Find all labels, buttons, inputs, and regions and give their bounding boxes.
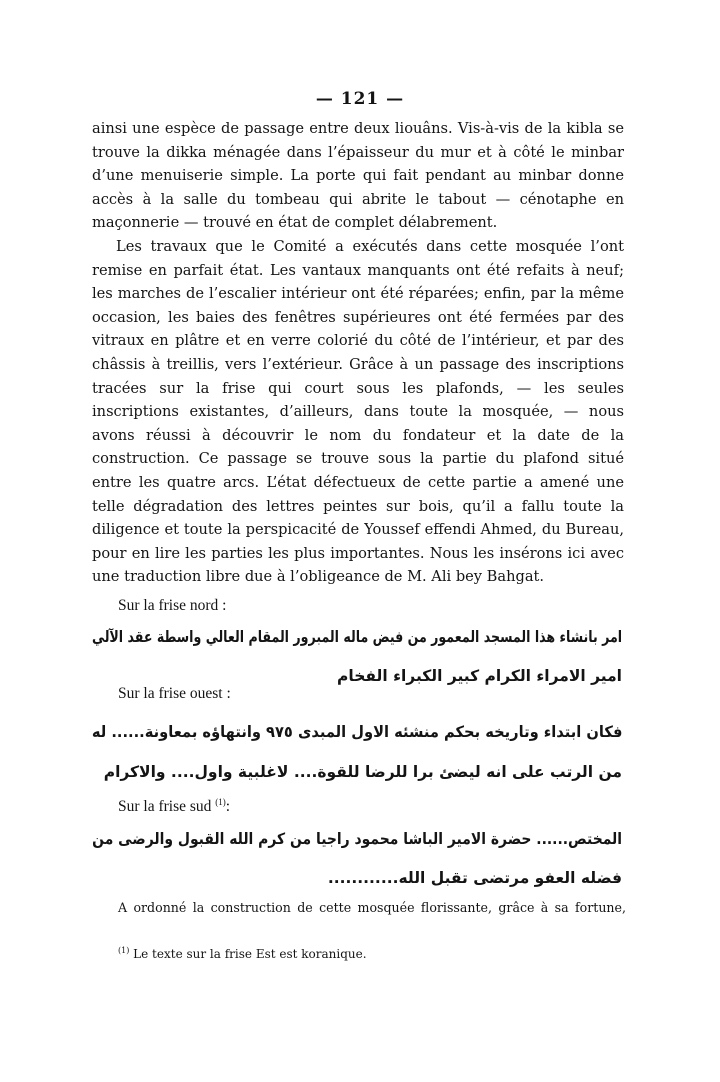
arabic-ouest-line-2: من الرتب على انه ليضئ برا للرضا للقوة.... لاغلبية واول.... والاكرام [103,763,622,781]
label-frise-ouest: Sur la frise ouest : [118,685,231,702]
label-frise-sud-text: Sur la frise sud [118,798,212,816]
label-frise-nord: Sur la frise nord : [118,597,227,614]
arabic-ouest-line-1: فكان ابتداء وتاريخه بحكم منشئه الاول المبدى ٩٧٥ وانتهاؤه بمعاونة...... له [91,723,622,741]
translation-line: A ordonné la construction de cette mosquée florissante, grâce à sa fortune, [118,900,626,915]
arabic-sud-line-1: المختص...... حضرة الامير الباشا محمود راجيا من كرم الله القبول والرضى من [92,830,622,848]
footnote-mark: (1) [118,946,130,955]
label-frise-sud: Sur la frise sud $^{(1)}$: [118,797,231,816]
arabic-sud-line-2: فضله العفو مرتضى تقبل الله............ [327,869,622,887]
body-text [92,117,624,589]
paragraph-1: ainsi une espèce de passage entre deux liouâns. Vis-à-vis de la kibla se trouve la dikka ménagée dans l’épaisseur du mur et à côté le minbar d’une menuiserie simple. La porte qui fait pendant au minbar donne accès à la salle du tombeau qui abrite le tabout — cénotaphe en maçonnerie — trouvé en état de complet délabrement. [92,120,624,232]
paragraph-2: Les travaux que le Comité a exécutés dans cette mosquée l’ont remise en parfait état. Les vantaux manquants ont été refaits à neuf; les marches de l’escalier intérieur ont été réparées; enfin, par la même occasion, les baies des fenêtres supérieures ont été fermées par des vitraux en plâtre et en verre colorié du côté de l’intérieur, et par des châssis à treillis, vers l’extérieur. Grâce à un passage des inscriptions tracées sur la frise qui court sous les plafonds, — les seules inscriptions existantes, d’ailleurs, dans toute la mosquée, — nous avons réussi à découvrir le nom du fondateur et la date de la construction. Ce passage se trouve sous la partie du plafond situé entre les quatre arcs. L’état défectueux de cette partie a amené une telle dégradation des lettres peintes sur bois, qu’il a fallu toute la diligence et toute la perspicacité de Youssef effendi Ahmed, du Bureau, pour en lire les parties les plus importantes. Nous les insérons ici avec une traduction libre due à l’obligeance de M. Ali bey Bahgat. [92,237,624,586]
page-number: — 121 — [315,89,405,109]
arabic-nord-line-1: امر بانشاء هذا المسجد المعمور من فيض ماله المبرور المقام العالي واسطة عقد الآلي [91,628,622,646]
footnote [118,946,367,961]
footnote-text: Le texte sur la frise Est est koranique. [133,947,367,961]
footnote-ref: (1) [215,797,226,807]
arabic-nord-line-2: امير الامراء الكرام كبير الكبراء الفخام [337,667,622,685]
